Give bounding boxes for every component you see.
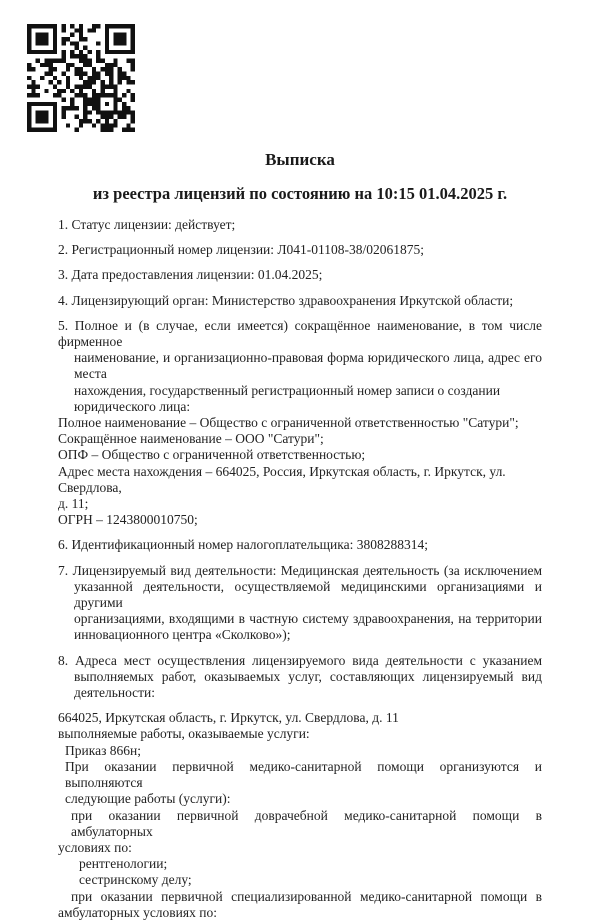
- document-body: [58, 217, 542, 921]
- document-line: Приказ 866н;: [65, 742, 142, 758]
- document-line: рентгенологии;: [79, 856, 168, 872]
- document-line: юридического лица:: [74, 398, 191, 414]
- document-line: организациями, входящими в частную систему здравоохранения, на территории: [74, 611, 542, 627]
- document-line: амбулаторных условиях по:: [58, 904, 217, 920]
- document-line: следующие работы (услуги):: [65, 791, 231, 807]
- document-line: Сокращённое наименование – ООО "Сатури";: [58, 431, 324, 447]
- document-title: Выписка: [265, 150, 335, 169]
- document-line: 6. Идентификационный номер налогоплательщика: 3808288314;: [58, 537, 428, 553]
- document-line: наименование, и организационно-правовая форма юридического лица, адрес его места: [74, 350, 542, 382]
- document-line: 2. Регистрационный номер лицензии: Л041-01108-38/02061875;: [58, 242, 425, 258]
- document-line: сестринскому делу;: [79, 872, 192, 888]
- document-line: 8. Адреса мест осуществления лицензируемого вида деятельности с указанием: [58, 652, 542, 668]
- document-subtitle: из реестра лицензий по состоянию на 10:15 01.04.2025 г.: [92, 184, 508, 203]
- qr-pattern: [27, 24, 135, 132]
- document-line: нахождения, государственный регистрационный номер записи о создании: [74, 382, 501, 398]
- document-line: ОГРН – 1243800010750;: [58, 512, 198, 528]
- document-line: 4. Лицензирующий орган: Министерство здравоохранения Иркутской области;: [58, 292, 514, 308]
- qr-code: [27, 24, 135, 132]
- document-line: выполняемых работ, оказываемых услуг, составляющих лицензируемый вид: [74, 668, 542, 684]
- document-line: инновационного центра «Сколково»);: [74, 627, 291, 643]
- document-content: [0, 150, 600, 921]
- document-line: Полное наименование – Общество с ограниченной ответственностью "Сатури";: [58, 415, 519, 431]
- document-line: ОПФ – Общество с ограниченной ответственностью;: [58, 447, 366, 463]
- document-line: условиях по:: [58, 839, 132, 855]
- document-line: 3. Дата предоставления лицензии: 01.04.2025;: [58, 267, 323, 283]
- document-line: д. 11;: [58, 496, 89, 512]
- document-line: 664025, Иркутская область, г. Иркутск, ул. Свердлова, д. 11: [58, 710, 399, 726]
- document-line: 7. Лицензируемый вид деятельности: Медицинская деятельность (за исключением: [58, 562, 542, 578]
- document-line: при оказании первичной доврачебной медико-санитарной помощи в амбулаторных: [71, 807, 542, 839]
- document-line: при оказании первичной специализированной медико-санитарной помощи в: [71, 888, 542, 904]
- document-line: 5. Полное и (в случае, если имеется) сокращённое наименование, в том числе фирменное: [58, 317, 542, 350]
- document-line: Адрес места нахождения – 664025, Россия, Иркутская область, г. Иркутск, ул. Свердлова,: [58, 463, 506, 495]
- document-line: При оказании первичной медико-санитарной помощи организуются и выполняются: [65, 758, 542, 791]
- document-line: деятельности:: [74, 685, 156, 701]
- document-line: выполняемые работы, оказываемые услуги:: [58, 726, 310, 742]
- document-line: 1. Статус лицензии: действует;: [58, 217, 236, 232]
- document-line: указанной деятельности, осуществляемой медицинскими организациями и другими: [74, 578, 542, 611]
